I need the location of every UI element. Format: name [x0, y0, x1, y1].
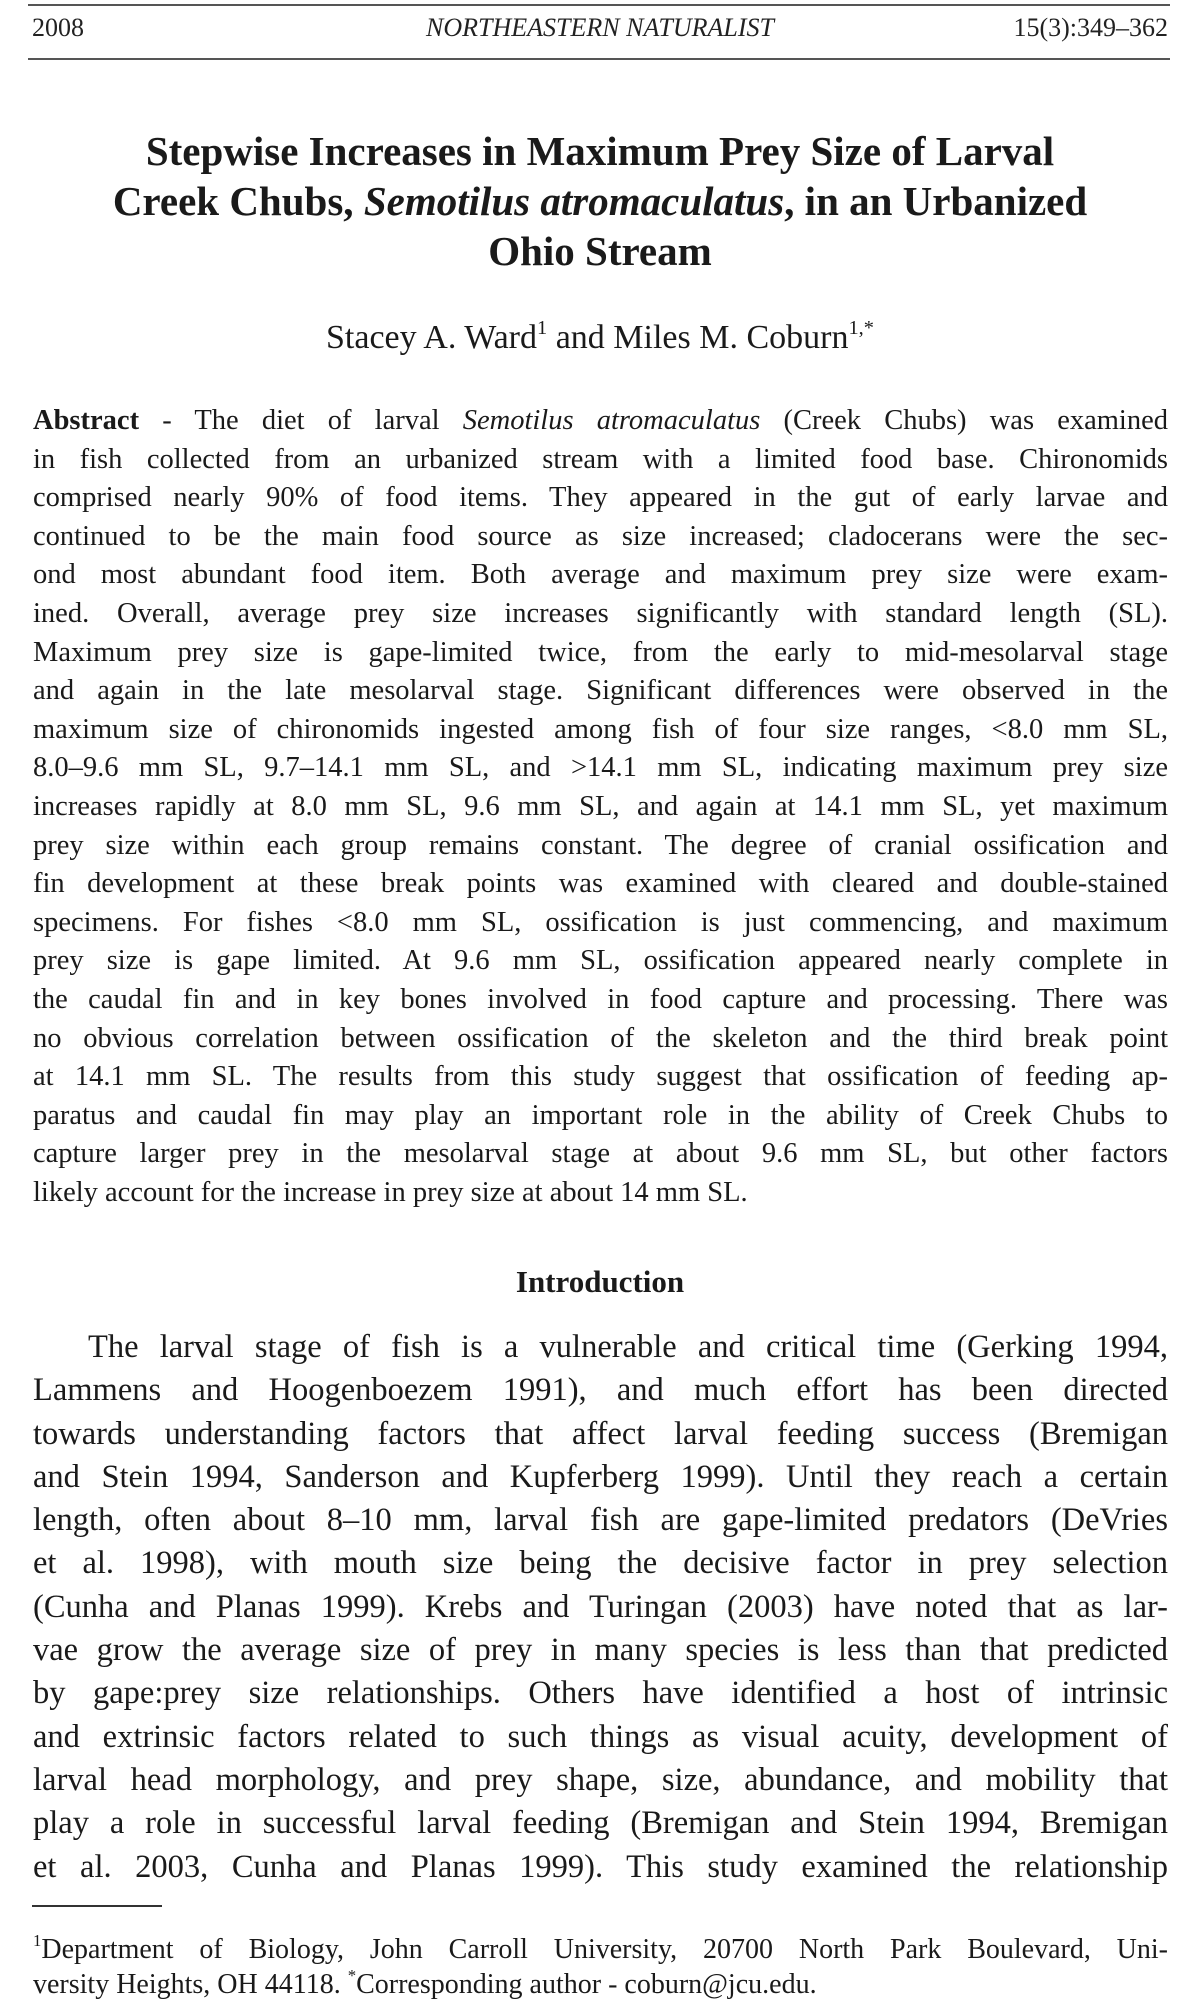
paragraph-line: et al. 2003, Cunha and Planas 1999). This study examined the relationship [33, 1848, 1168, 1885]
abstract-line: prey size is gape limited. At 9.6 mm SL, ossification appeared nearly complete in [33, 945, 1168, 977]
footnote [33, 1932, 1168, 2002]
abstract-line: capture larger prey in the mesolarval stage at about 9.6 mm SL, but other factors [33, 1138, 1168, 1170]
paragraph-line: and Stein 1994, Sanderson and Kupferberg 1999). Until they reach a certain [33, 1458, 1168, 1495]
paragraph-line: larval head morphology, and prey shape, size, abundance, and mobility that [33, 1761, 1168, 1798]
article-title [0, 126, 1200, 276]
abstract-line: comprised nearly 90% of food items. They appeared in the gut of early larvae and [33, 482, 1168, 514]
paragraph-line: play a role in successful larval feeding (Bremigan and Stein 1994, Bremigan [33, 1805, 1168, 1842]
paragraph-line: length, often about 8–10 mm, larval fish are gape-limited predators (DeVries [33, 1502, 1168, 1539]
paragraph-line: by gape:prey size relationships. Others have identified a host of intrinsic [33, 1675, 1168, 1712]
introduction-body [33, 1326, 1168, 1889]
species-name: Semotilus atromaculatus [363, 178, 785, 224]
abstract-line: increases rapidly at 8.0 mm SL, 9.6 mm SL, and again at 14.1 mm SL, yet maximum [33, 790, 1168, 822]
paragraph-line: Lammens and Hoogenboezem 1991), and much effort has been directed [33, 1372, 1168, 1409]
species-name: Semotilus atromaculatus [462, 405, 761, 436]
header-year: 2008 [32, 13, 84, 42]
footnote-text: Department of Biology, John Carroll University, 20700 North Park Boulevard, Uni- [41, 1934, 1168, 1965]
abstract [33, 402, 1168, 1212]
header-citation: 15(3):349–362 [1013, 13, 1168, 42]
title-text: , in an Urbanized [784, 178, 1088, 224]
author-name: Miles M. Coburn [613, 319, 849, 356]
paragraph-line: (Cunha and Planas 1999). Krebs and Turingan (2003) have noted that as lar- [33, 1588, 1168, 1625]
paragraph-line: The larval stage of fish is a vulnerable and critical time (Gerking 1994, [88, 1329, 1168, 1365]
affiliation-marker: 1 [537, 316, 548, 339]
abstract-label: Abstract [33, 405, 140, 436]
abstract-line: prey size within each group remains constant. The degree of cranial ossification and [33, 829, 1168, 861]
paragraph-line: vae grow the average size of prey in many species is less than that predicted [33, 1632, 1168, 1669]
abstract-line: ined. Overall, average prey size increases significantly with standard length (SL). [33, 597, 1168, 629]
header-bottom-rule [28, 58, 1170, 60]
paragraph-line: et al. 1998), with mouth size being the decisive factor in prey selection [33, 1545, 1168, 1582]
abstract-line: ond most abundant food item. Both average and maximum prey size were exam- [33, 559, 1168, 591]
corresponding-marker: * [347, 1965, 357, 1985]
title-line-1: Stepwise Increases in Maximum Prey Size of Larval [145, 128, 1055, 174]
abstract-line [33, 402, 1168, 441]
footnote-line [33, 1967, 1168, 2002]
author-name: Stacey A. Ward [326, 319, 537, 356]
paragraph-line: towards understanding factors that affect larval feeding success (Bremigan [33, 1415, 1168, 1452]
abstract-line: likely account for the increase in prey size at about 14 mm SL. [33, 1176, 748, 1208]
abstract-text: - The diet of larval [139, 405, 463, 436]
corresponding-author-email: Corresponding author - coburn@jcu.edu. [356, 1969, 817, 2000]
author-joiner: and [547, 319, 614, 356]
header-top-rule [28, 4, 1170, 6]
title-text: Creek Chubs, [112, 178, 364, 224]
abstract-line: fin development at these break points was examined with cleared and double-stained [33, 868, 1168, 900]
footnote-text: versity Heights, OH 44118. [33, 1969, 348, 2000]
abstract-line: Maximum prey size is gape-limited twice, from the early to mid-mesolarval stage [33, 636, 1168, 668]
abstract-line: continued to be the main food source as size increased; cladocerans were the sec- [33, 520, 1168, 552]
author-list [0, 318, 1200, 358]
abstract-line: and again in the late mesolarval stage. Significant differences were observed in the [33, 675, 1168, 707]
affiliation-marker: 1 [33, 1930, 42, 1950]
abstract-line: the caudal fin and in key bones involved in food capture and processing. There was [33, 983, 1168, 1015]
abstract-line: specimens. For fishes <8.0 mm SL, ossification is just commencing, and maximum [33, 906, 1168, 938]
title-line-2 [0, 176, 1200, 226]
abstract-line: at 14.1 mm SL. The results from this study suggest that ossification of feeding ap- [33, 1061, 1168, 1093]
abstract-text: (Creek Chubs) was examined [760, 405, 1168, 436]
section-heading-introduction: Introduction [515, 1264, 685, 1299]
abstract-line: paratus and caudal fin may play an important role in the ability of Creek Chubs to [33, 1099, 1168, 1131]
footnote-line [33, 1932, 1168, 1967]
abstract-line: in fish collected from an urbanized stream with a limited food base. Chironomids [33, 443, 1168, 475]
abstract-line: maximum size of chironomids ingested among fish of four size ranges, <8.0 mm SL, [33, 713, 1168, 745]
footnote-rule [32, 1905, 162, 1907]
abstract-line: no obvious correlation between ossification of the skeleton and the third break point [33, 1022, 1168, 1054]
header-journal-name: NORTHEASTERN NATURALIST [426, 13, 774, 42]
paragraph-line: and extrinsic factors related to such things as visual acuity, development of [33, 1718, 1168, 1755]
title-line-3: Ohio Stream [488, 228, 712, 274]
abstract-line: 8.0–9.6 mm SL, 9.7–14.1 mm SL, and >14.1 mm SL, indicating maximum prey size [33, 752, 1168, 784]
affiliation-marker: 1,* [848, 316, 874, 339]
